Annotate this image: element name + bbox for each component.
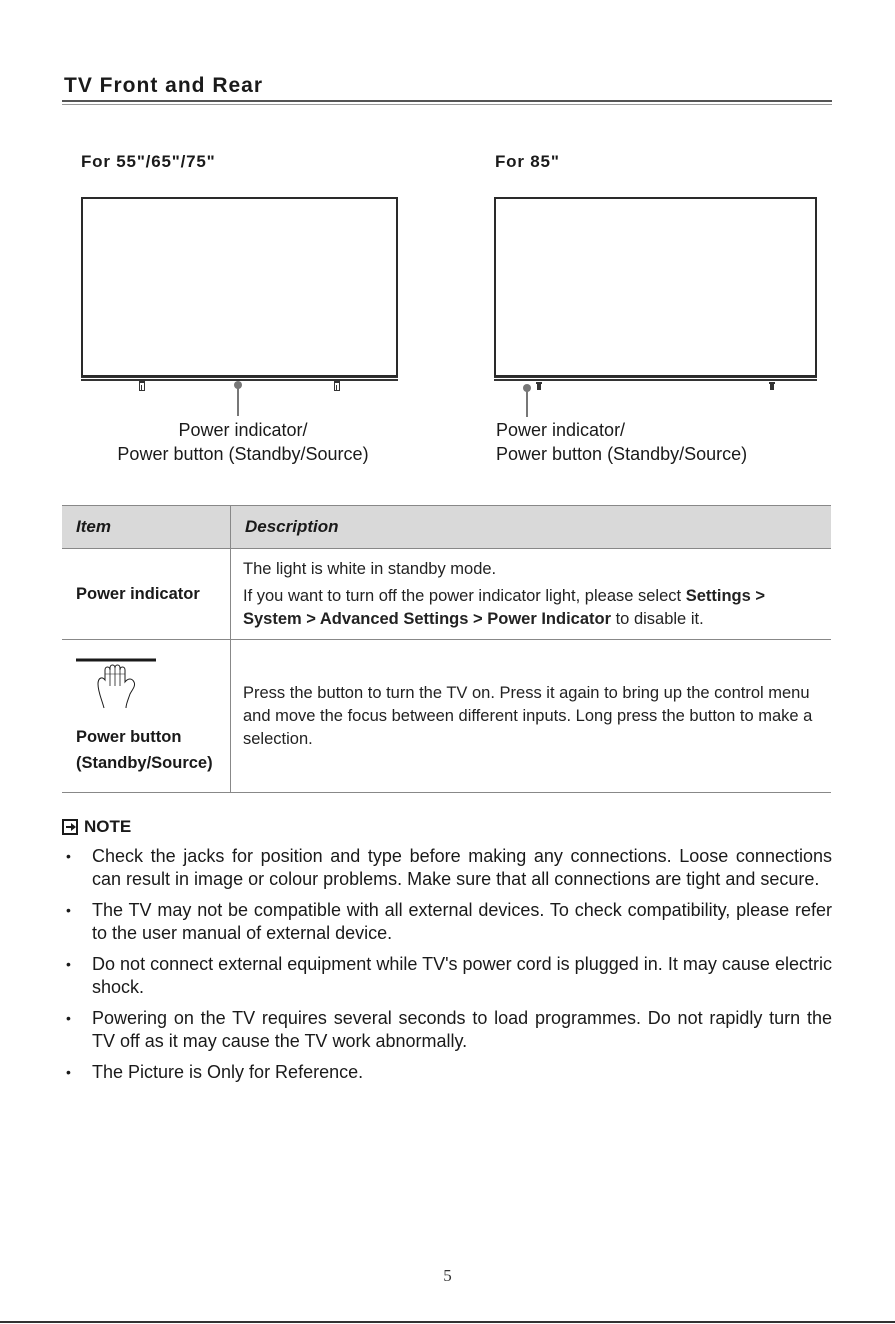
bullet-icon: • [66, 1064, 71, 1080]
tv-bezel [494, 377, 817, 381]
note-item [62, 899, 832, 944]
bottom-rule [0, 1321, 895, 1323]
callout-leader [526, 391, 528, 417]
item-cell [62, 640, 231, 793]
description-text: The light is white in standby mode. [243, 559, 497, 578]
title-rule [62, 100, 832, 105]
tv-foot [139, 381, 145, 391]
note-heading [62, 817, 131, 837]
note-item [62, 1007, 832, 1052]
diagram-caption-right: For 85" [495, 152, 560, 171]
description-cell [231, 549, 832, 640]
tv-screen [81, 197, 398, 377]
callout-right [496, 418, 826, 466]
description-cell: Press the button to turn the TV on. Press it again to bring up the control menu and move the focus between different inputs. Long press the button to make a selection. [231, 640, 832, 793]
callout-line: Power button (Standby/Source) [117, 444, 369, 464]
table-header-row [62, 506, 831, 549]
bullet-icon: • [66, 902, 71, 918]
table-row [62, 640, 831, 793]
settings-path: Settings > System > Advanced Settings > Power Indicator [243, 586, 766, 628]
diagram-caption-left: For 55"/65"/75" [81, 152, 216, 171]
hand-press-button-icon [76, 656, 158, 716]
bullet-icon: • [66, 848, 71, 864]
bullet-icon: • [66, 1010, 71, 1026]
bullet-icon: • [66, 956, 71, 972]
note-item [62, 845, 832, 890]
tv-foot [537, 382, 541, 390]
tv-foot [770, 382, 774, 390]
note-item [62, 953, 832, 998]
description-text-segment: to disable it. [611, 609, 704, 628]
description-text [243, 585, 827, 631]
callout-line: Power indicator/ [178, 420, 308, 440]
spec-table [62, 505, 831, 793]
table-row [62, 549, 831, 640]
description-text-segment: If you want to turn off the power indicator light, please select [243, 586, 686, 605]
note-text: The Picture is Only for Reference. [92, 1062, 364, 1082]
callout-line: Power button (Standby/Source) [496, 444, 748, 464]
item-cell: Power indicator [62, 549, 231, 640]
item-label: (Standby/Source) [76, 754, 213, 772]
item-label: Power button [76, 728, 182, 746]
tv-foot [334, 381, 340, 391]
note-list [62, 845, 832, 1093]
page-title: TV Front and Rear [64, 74, 264, 97]
callout-line: Power indicator/ [496, 420, 626, 440]
page-number: 5 [443, 1266, 452, 1285]
note-item [62, 1061, 832, 1084]
callout-leader [237, 388, 239, 416]
note-text: Powering on the TV requires several seconds to load programmes. Do not rapidly turn the TV off as it may cause the TV work abnormally. [92, 1008, 832, 1051]
tv-screen [494, 197, 817, 377]
note-text: Do not connect external equipment while TV's power cord is plugged in. It may cause electric shock. [92, 954, 832, 997]
column-header-item: Item [62, 506, 231, 549]
arrow-box-icon [62, 819, 78, 835]
note-text: The TV may not be compatible with all external devices. To check compatibility, please refer to the user manual of external device. [92, 900, 832, 943]
callout-left [80, 418, 406, 466]
column-header-description: Description [231, 506, 832, 549]
note-heading-text: NOTE [84, 817, 132, 836]
note-text: Check the jacks for position and type before making any connections. Loose connections can result in image or colour problems. Make sure that all connections are tight and secure. [92, 846, 832, 889]
